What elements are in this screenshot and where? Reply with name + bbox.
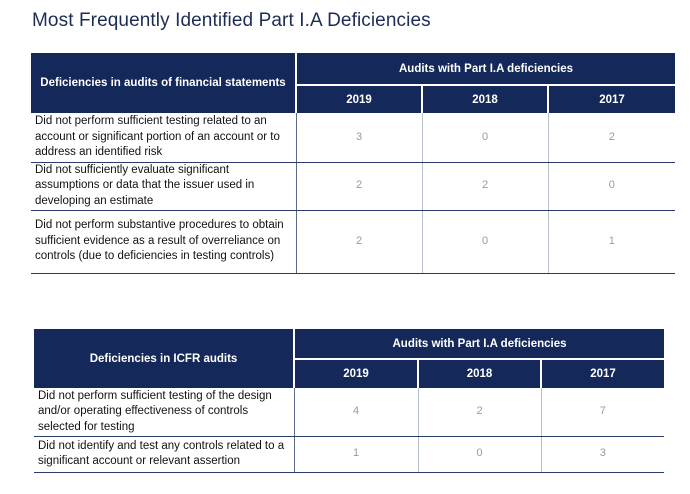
count-cell: 2: [296, 210, 422, 273]
count-cell: 2: [296, 162, 422, 210]
page-title: Most Frequently Identified Part I.A Deficiencies: [32, 10, 431, 31]
table-corner-header: Deficiencies in ICFR audits: [34, 329, 294, 388]
table-row: [31, 162, 675, 210]
deficiency-label: Did not sufficiently evaluate significant assumptions or data that the issuer used in developing an estimate: [31, 162, 296, 210]
table-corner-header: Deficiencies in audits of financial statements: [31, 53, 296, 113]
deficiency-label: Did not identify and test any controls related to a significant account or relevant assertion: [34, 436, 294, 472]
table-row: [34, 436, 664, 472]
table-group-header: Audits with Part I.A deficiencies: [296, 53, 675, 85]
year-header: 2017: [548, 85, 675, 113]
year-header: 2019: [294, 359, 418, 388]
year-header: 2017: [541, 359, 664, 388]
deficiency-label: Did not perform sufficient testing of the design and/or operating effectiveness of controls selected for testing: [34, 388, 294, 436]
count-cell: 2: [548, 113, 675, 162]
table-row: [31, 210, 675, 273]
deficiency-label: Did not perform substantive procedures to obtain sufficient evidence as a result of overreliance on controls (due to deficiencies in testing controls): [31, 210, 296, 273]
count-cell: 7: [541, 388, 664, 436]
count-cell: 3: [541, 436, 664, 472]
count-cell: 2: [422, 162, 548, 210]
year-header: 2018: [418, 359, 541, 388]
year-header: 2019: [296, 85, 422, 113]
table-group-header: Audits with Part I.A deficiencies: [294, 329, 664, 359]
count-cell: 0: [418, 436, 541, 472]
count-cell: 4: [294, 388, 418, 436]
table-row: [34, 388, 664, 436]
icfr-deficiencies-table: [34, 329, 664, 473]
count-cell: 0: [422, 210, 548, 273]
year-header: 2018: [422, 85, 548, 113]
count-cell: 0: [548, 162, 675, 210]
count-cell: 2: [418, 388, 541, 436]
count-cell: 1: [294, 436, 418, 472]
table-row: [31, 113, 675, 162]
financial-statements-deficiencies-table: [31, 53, 675, 274]
count-cell: 0: [422, 113, 548, 162]
deficiency-label: Did not perform sufficient testing related to an account or significant portion of an account or to address an identified risk: [31, 113, 296, 162]
count-cell: 1: [548, 210, 675, 273]
count-cell: 3: [296, 113, 422, 162]
